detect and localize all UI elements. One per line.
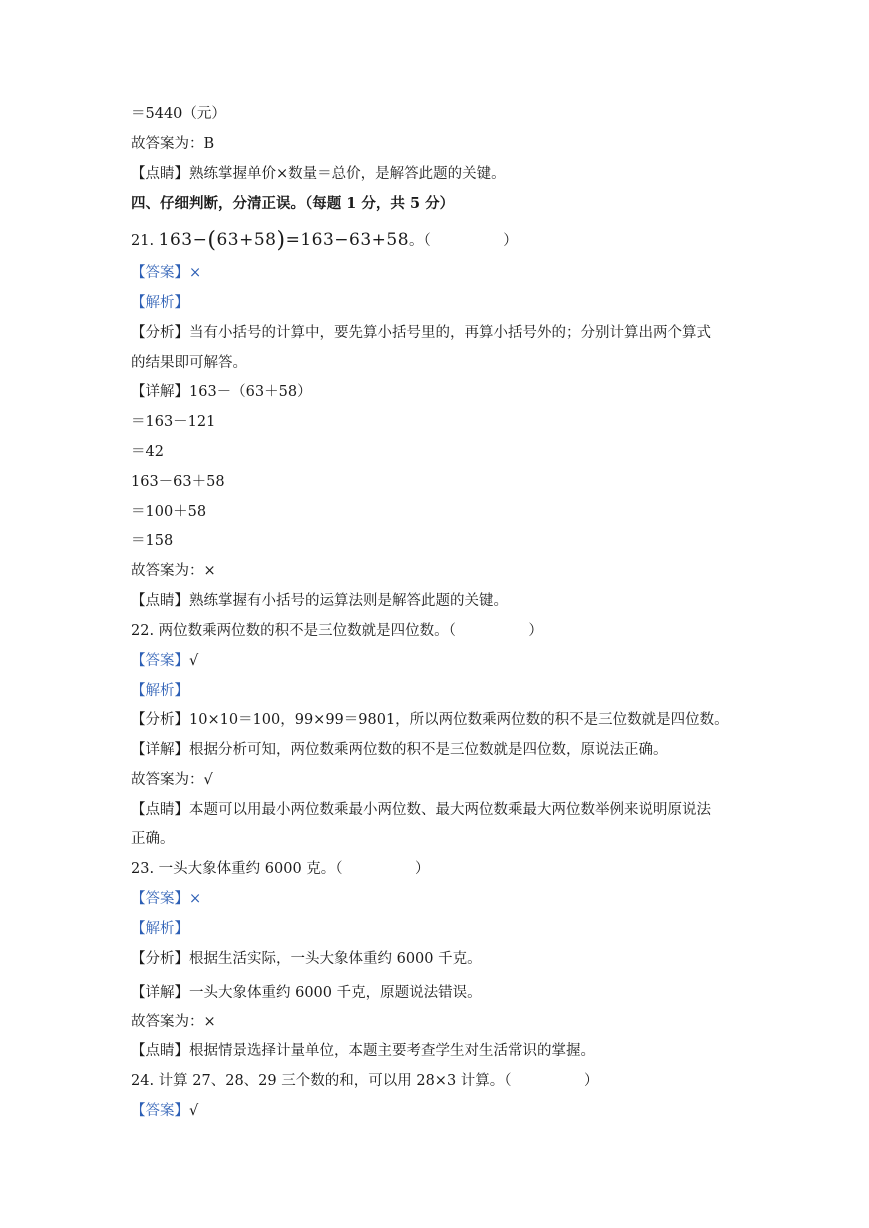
answer-conclusion-line <box>131 770 769 790</box>
dianjing-line: 【点睛】根据情景选择计量单位，本题主要考查学生对生活常识的掌握。 <box>131 1043 595 1059</box>
step-line: ＝42 <box>131 444 164 460</box>
answer-label: 【答案】 <box>131 1103 189 1119</box>
question-23: 23. 一头大象体重约 6000 克。（ ） <box>131 861 430 877</box>
xiangjie-line: 【详解】根据分析可知，两位数乘两位数的积不是三位数就是四位数，原说法正确。 <box>131 742 668 758</box>
dianjing-line-2: 正确。 <box>131 831 175 847</box>
calc-result-line: ＝5440（元） <box>131 106 226 122</box>
step-line: ＝158 <box>131 533 174 549</box>
conclusion-label: 故答案为： <box>131 772 204 788</box>
answer-row <box>131 1101 769 1121</box>
fenxi-line: 【分析】当有小括号的计算中，要先算小括号里的，再算小括号外的；分别计算出两个算式 <box>131 325 711 341</box>
answer-conclusion-line: 故答案为：× <box>131 563 216 579</box>
formula-paren-close: ) <box>276 228 286 253</box>
answer-label: 【答案】× <box>131 891 202 907</box>
check-mark-icon: √ <box>189 1103 199 1119</box>
formula-inner: 63+58 <box>216 230 277 250</box>
analysis-label: 【解析】 <box>131 683 189 699</box>
xiangjie-line: 【详解】163－（63＋58） <box>131 384 312 400</box>
check-mark-icon: √ <box>189 653 199 669</box>
question-24: 24. 计算 27、28、29 三个数的和，可以用 28×3 计算。（ ） <box>131 1073 599 1089</box>
answer-row <box>131 651 769 671</box>
question-tail: 。（ ） <box>409 233 518 249</box>
fenxi-line-2: 的结果即可解答。 <box>131 355 247 371</box>
answer-conclusion-line: 故答案为：× <box>131 1014 216 1030</box>
formula-paren-open: ( <box>207 228 217 253</box>
answer-label: 【答案】× <box>131 265 202 281</box>
dianjing-line: 【点睛】熟练掌握有小括号的运算法则是解答此题的关键。 <box>131 593 508 609</box>
answer-label: 【答案】 <box>131 653 189 669</box>
step-line: ＝100＋58 <box>131 504 207 520</box>
formula-right: =163−63+58 <box>285 230 410 250</box>
question-number: 21. <box>131 233 155 249</box>
question-22: 22. 两位数乘两位数的积不是三位数就是四位数。（ ） <box>131 623 543 639</box>
step-line: ＝163－121 <box>131 414 216 430</box>
dianjing-line: 【点睛】熟练掌握单价×数量＝总价，是解答此题的关键。 <box>131 166 506 182</box>
dianjing-line: 【点睛】本题可以用最小两位数乘最小两位数、最大两位数乘最大两位数举例来说明原说法 <box>131 802 711 818</box>
answer-conclusion-line: 故答案为：B <box>131 136 215 152</box>
formula-left: 163− <box>158 230 208 250</box>
step-line: 163－63＋58 <box>131 474 225 490</box>
section-title: 四、仔细判断，分清正误。（每题 1 分，共 5 分） <box>131 195 455 212</box>
math-formula <box>158 228 410 253</box>
xiangjie-line: 【详解】一头大象体重约 6000 千克，原题说法错误。 <box>131 985 482 1001</box>
analysis-label: 【解析】 <box>131 295 189 311</box>
analysis-label: 【解析】 <box>131 921 189 937</box>
fenxi-line: 【分析】根据生活实际，一头大象体重约 6000 千克。 <box>131 951 482 967</box>
question-21 <box>131 227 769 253</box>
check-mark-icon: √ <box>203 772 213 788</box>
fenxi-line: 【分析】10×10＝100，99×99＝9801，所以两位数乘两位数的积不是三位数就是四位数。 <box>131 712 729 728</box>
